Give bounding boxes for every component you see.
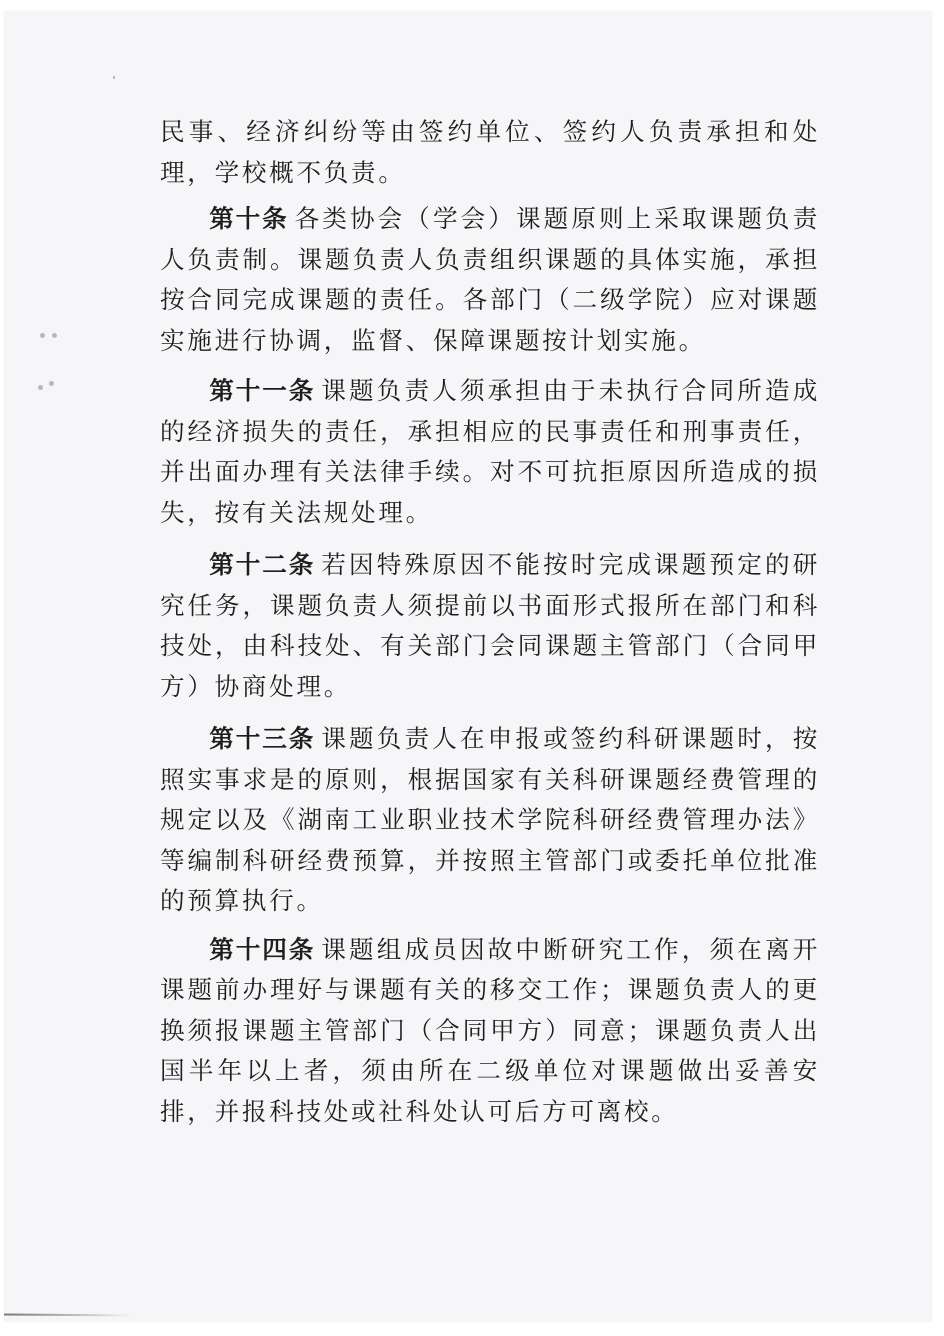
article-11 [160,371,820,533]
binding-hole-mark [38,385,43,390]
document-body [160,112,820,1132]
article-12 [160,545,820,707]
paragraph-text: 课题负责人须承担由于未执行合同所造成的经济损失的责任，承担相应的民事责任和刑事责任，并出面办理有关法律手续。对不可抗拒原因所造成的损失，按有关法规处理。 [160,376,820,527]
paragraph-text: 课题组成员因故中断研究工作，须在离开课题前办理好与课题有关的移交工作；课题负责人的更换须报课题主管部门（合同甲方）同意；课题负责人出国半年以上者，须由所在二级单位对课题做出妥善安排，并报科技处或社科处认可后方可离校。 [160,934,820,1126]
paragraph-continued [160,112,820,193]
article-number: 第十一条 [209,376,316,405]
scan-speck [113,76,115,79]
article-number: 第十三条 [209,724,316,753]
binding-hole-mark [49,381,54,386]
paragraph-text: 各类协会（学会）课题原则上采取课题负责人负责制。课题负责人负责组织课题的具体实施，承担按合同完成课题的责任。各部门（二级学院）应对课题实施进行协调，监督、保障课题按计划实施。 [160,204,820,355]
paragraph-text: 课题负责人在申报或签约科研课题时，按照实事求是的原则，根据国家有关科研课题经费管理的规定以及《湖南工业职业技术学院科研经费管理办法》等编制科研经费预算，并按照主管部门或委托单位批准的预算执行。 [160,724,820,915]
article-number: 第十四条 [209,934,316,964]
binding-hole-mark [40,333,45,338]
article-10 [160,199,820,361]
paragraph-text: 若因特殊原因不能按时完成课题预定的研究任务，课题负责人须提前以书面形式报所在部门和科技处，由科技处、有关部门会同课题主管部门（合同甲方）协商处理。 [160,550,820,701]
article-14 [160,930,820,1133]
article-13 [160,719,820,922]
binding-hole-mark [52,333,57,338]
article-number: 第十二条 [209,550,316,579]
article-number: 第十条 [209,204,289,233]
paragraph-text: 民事、经济纠纷等由签约单位、签约人负责承担和处理，学校概不负责。 [160,117,820,187]
